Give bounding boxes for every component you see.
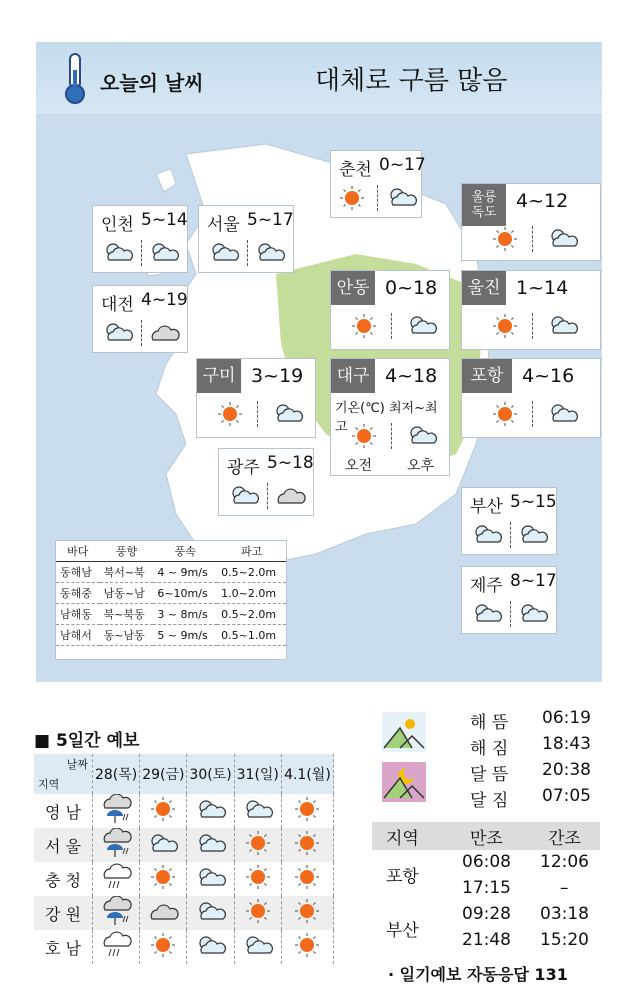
rain-umbrella-icon — [99, 828, 133, 858]
city-temp-range: 4~19 — [141, 290, 188, 310]
city-name: 포항 — [462, 359, 512, 393]
city-temp-range: 0~18 — [385, 277, 438, 299]
partly-cloudy-icon — [101, 240, 135, 264]
forecast-day: 30(토) — [187, 754, 234, 794]
forecast-cell — [187, 828, 234, 862]
rain-umbrella-icon — [99, 794, 133, 824]
table-row: 동해중 남동~남 6~10m/s 1.0~2.0m — [56, 583, 286, 604]
table-row: 남해동 북~북동 3 ~ 8m/s 0.5~2.0m — [56, 604, 286, 625]
sun-icon — [294, 796, 320, 822]
city-temp-range: 5~15 — [510, 492, 557, 512]
legend-temp: 기온(℃) 최저~최고 — [335, 401, 438, 435]
forecast-cell — [281, 828, 333, 862]
pm-weather-icon — [147, 320, 181, 348]
forecast-cell — [93, 896, 140, 930]
city-temp-range: 5~14 — [141, 210, 188, 230]
sun-icon — [294, 830, 320, 856]
forecast-cell — [93, 930, 140, 964]
forecast-cell — [234, 862, 281, 896]
forecast-day: 31(일) — [234, 754, 281, 794]
city-temp-range: 0~17 — [379, 155, 426, 175]
shower-icon — [99, 930, 133, 960]
forecast-cell — [140, 828, 187, 862]
city-name: 울진 — [462, 271, 506, 305]
pm-weather-icon — [253, 240, 287, 268]
sea-header: 풍향 — [100, 541, 154, 562]
partly-cloudy-icon — [147, 240, 181, 264]
partly-cloudy-icon — [194, 797, 228, 821]
partly-cloudy-icon — [146, 831, 180, 855]
sun-icon — [217, 401, 243, 427]
city-temp-range: 8~17 — [510, 571, 557, 591]
moonset-time: 07:05 — [542, 786, 591, 806]
city-card — [92, 285, 188, 353]
partly-cloudy-icon — [101, 320, 135, 344]
moonrise-label: 달 뜸 — [470, 765, 509, 785]
forecast-cell — [281, 930, 333, 964]
city-card — [218, 448, 314, 516]
city-name: 대구 — [331, 359, 375, 393]
sea-header: 풍속 — [153, 541, 217, 562]
forecast-cell — [93, 828, 140, 862]
pm-weather-icon — [546, 401, 580, 429]
sunrise-label: 해 뜸 — [470, 713, 509, 733]
city-name: 춘천 — [339, 160, 372, 180]
sun-icon — [245, 864, 271, 890]
city-name: 부산 — [470, 497, 503, 517]
sea-header: 파고 — [217, 541, 286, 562]
city-card — [461, 183, 601, 261]
forecast-cell — [187, 794, 234, 828]
sun-icon — [294, 932, 320, 958]
city-card — [461, 270, 601, 350]
am-weather-icon — [492, 313, 518, 343]
forecast-day: 28(목) — [93, 754, 140, 794]
table-row — [34, 862, 334, 896]
tide-high: 09:28 — [462, 904, 511, 924]
tide-header-region: 지역 — [386, 829, 419, 849]
city-temp-range: 4~12 — [516, 190, 569, 212]
tide-high: 21:48 — [462, 930, 511, 950]
forecast-day: 4.1(월) — [281, 754, 333, 794]
partly-cloudy-icon — [470, 601, 504, 625]
forecast-table-wrap — [34, 754, 334, 978]
am-weather-icon — [227, 483, 261, 511]
forecast-cell — [281, 862, 333, 896]
sunset-label: 해 짐 — [470, 739, 509, 759]
city-name: 서울 — [207, 215, 240, 235]
partly-cloudy-icon — [470, 522, 504, 546]
sun-icon — [294, 864, 320, 890]
am-weather-icon — [470, 601, 504, 629]
city-card — [196, 358, 316, 438]
pm-weather-icon — [516, 601, 550, 629]
cloudy-icon — [147, 320, 181, 344]
legend-pm: 오후 — [407, 458, 435, 474]
city-card — [461, 358, 601, 438]
city-name: 울릉 독도 — [462, 184, 506, 226]
forecast-cell — [187, 862, 234, 896]
forecast-cell — [281, 794, 333, 828]
partly-cloudy-icon — [194, 899, 228, 923]
cloudy-icon — [273, 483, 307, 507]
sun-icon — [150, 796, 176, 822]
am-weather-icon — [351, 313, 377, 343]
partly-cloudy-icon — [207, 240, 241, 264]
city-name: 구미 — [197, 359, 241, 393]
city-name: 제주 — [470, 576, 503, 596]
moon-mountain-icon — [382, 762, 426, 802]
city-name: 광주 — [227, 458, 260, 478]
sun-icon — [492, 313, 518, 339]
am-weather-icon — [217, 401, 243, 431]
tide-high: 06:08 — [462, 852, 511, 872]
forecast-cell — [234, 930, 281, 964]
pm-weather-icon — [147, 240, 181, 268]
partly-cloudy-icon — [516, 522, 550, 546]
partly-cloudy-icon — [516, 601, 550, 625]
table-row: 동해남 북서~북 4 ~ 9m/s 0.5~2.0m — [56, 562, 286, 583]
city-name: 대전 — [101, 295, 134, 315]
partly-cloudy-icon — [271, 401, 305, 425]
sun-icon — [150, 932, 176, 958]
forecast-region: 충 청 — [34, 862, 93, 896]
am-weather-icon — [207, 240, 241, 268]
forecast-title: ■ 5일간 예보 — [34, 731, 140, 751]
forecast-cell — [234, 828, 281, 862]
forecast-cell — [281, 896, 333, 930]
city-card — [330, 270, 450, 350]
moonset-label: 달 짐 — [470, 791, 509, 811]
shower-icon — [99, 862, 133, 892]
forecast-cell — [140, 930, 187, 964]
forecast-table — [34, 754, 334, 964]
city-temp-range: 4~18 — [385, 365, 438, 387]
city-temp-range: 5~18 — [267, 453, 314, 473]
forecast-cell — [234, 794, 281, 828]
forecast-cell — [187, 930, 234, 964]
forecast-day: 29(금) — [140, 754, 187, 794]
city-card — [461, 487, 557, 555]
am-weather-icon — [470, 522, 504, 550]
forecast-region: 영 남 — [34, 794, 93, 828]
am-weather-icon — [492, 401, 518, 431]
forecast-cell — [140, 862, 187, 896]
am-weather-icon — [101, 240, 135, 268]
tide-low: 12:06 — [540, 852, 589, 872]
pm-weather-icon — [546, 226, 580, 254]
forecast-region: 호 남 — [34, 930, 93, 964]
sun-icon — [492, 226, 518, 252]
sea-header: 바다 — [56, 541, 100, 562]
footer-hotline: · 일기예보 자동응답 131 — [388, 965, 568, 984]
rain-umbrella-icon — [99, 896, 133, 926]
table-row — [34, 896, 334, 930]
pm-weather-icon — [516, 522, 550, 550]
tide-header-high: 만조 — [470, 829, 503, 849]
tide-high: 17:15 — [462, 878, 511, 898]
forecast-cell — [234, 896, 281, 930]
city-temp-range: 3~19 — [251, 365, 304, 387]
am-weather-icon — [101, 320, 135, 348]
moonrise-time: 20:38 — [542, 760, 591, 780]
table-row — [34, 794, 334, 828]
cloudy-icon — [146, 899, 180, 923]
city-card — [92, 205, 188, 273]
forecast-cell — [140, 794, 187, 828]
city-card — [461, 566, 557, 634]
forecast-cell — [93, 794, 140, 828]
sea-table — [56, 541, 286, 646]
sun-icon — [339, 185, 365, 211]
pm-weather-icon — [546, 313, 580, 341]
city-name: 안동 — [331, 271, 375, 305]
tide-low: 03:18 — [540, 904, 589, 924]
tide-low: – — [560, 878, 569, 898]
forecast-cell — [187, 896, 234, 930]
pm-weather-icon — [273, 483, 307, 511]
tide-low: 15:20 — [540, 930, 589, 950]
partly-cloudy-icon — [241, 933, 275, 957]
am-weather-icon — [339, 185, 365, 215]
city-temp-range: 5~17 — [247, 210, 294, 230]
header-summary: 대체로 구름 많음 — [315, 66, 508, 96]
forecast-corner: 날짜 지역 — [34, 754, 93, 794]
tide-region: 부산 — [386, 921, 419, 941]
city-temp-range: 4~16 — [522, 365, 575, 387]
partly-cloudy-icon — [546, 226, 580, 250]
forecast-region: 강 원 — [34, 896, 93, 930]
table-row: 남해서 동~남동 5 ~ 9m/s 0.5~1.0m — [56, 625, 286, 646]
city-name: 인천 — [101, 215, 134, 235]
pm-weather-icon — [271, 401, 305, 429]
city-card — [330, 358, 450, 476]
sea-table-panel — [55, 540, 287, 660]
partly-cloudy-icon — [385, 185, 419, 209]
partly-cloudy-icon — [546, 313, 580, 337]
sun-mountain-icon — [382, 712, 426, 752]
table-row — [34, 828, 334, 862]
sunset-time: 18:43 — [542, 734, 591, 754]
partly-cloudy-icon — [194, 933, 228, 957]
pm-weather-icon — [385, 185, 419, 213]
forecast-cell — [93, 862, 140, 896]
partly-cloudy-icon — [546, 401, 580, 425]
header-title: 오늘의 날씨 — [100, 71, 204, 95]
partly-cloudy-icon — [405, 313, 439, 337]
city-temp-range: 1~14 — [516, 277, 569, 299]
legend-am: 오전 — [345, 458, 373, 474]
partly-cloudy-icon — [253, 240, 287, 264]
sun-icon — [294, 898, 320, 924]
sun-icon — [245, 898, 271, 924]
tide-header-low: 간조 — [548, 829, 581, 849]
city-card — [198, 205, 294, 273]
partly-cloudy-icon — [194, 865, 228, 889]
table-row — [34, 930, 334, 964]
tide-region: 포항 — [386, 867, 419, 887]
forecast-region: 서 울 — [34, 828, 93, 862]
city-card — [330, 150, 426, 218]
partly-cloudy-icon — [241, 797, 275, 821]
partly-cloudy-icon — [227, 483, 261, 507]
thermometer-icon — [62, 52, 90, 106]
sun-icon — [492, 401, 518, 427]
partly-cloudy-icon — [194, 831, 228, 855]
pm-weather-icon — [405, 313, 439, 341]
forecast-cell — [140, 896, 187, 930]
am-weather-icon — [492, 226, 518, 256]
sunrise-time: 06:19 — [542, 708, 591, 728]
sun-icon — [351, 313, 377, 339]
sun-icon — [150, 864, 176, 890]
sun-icon — [245, 830, 271, 856]
